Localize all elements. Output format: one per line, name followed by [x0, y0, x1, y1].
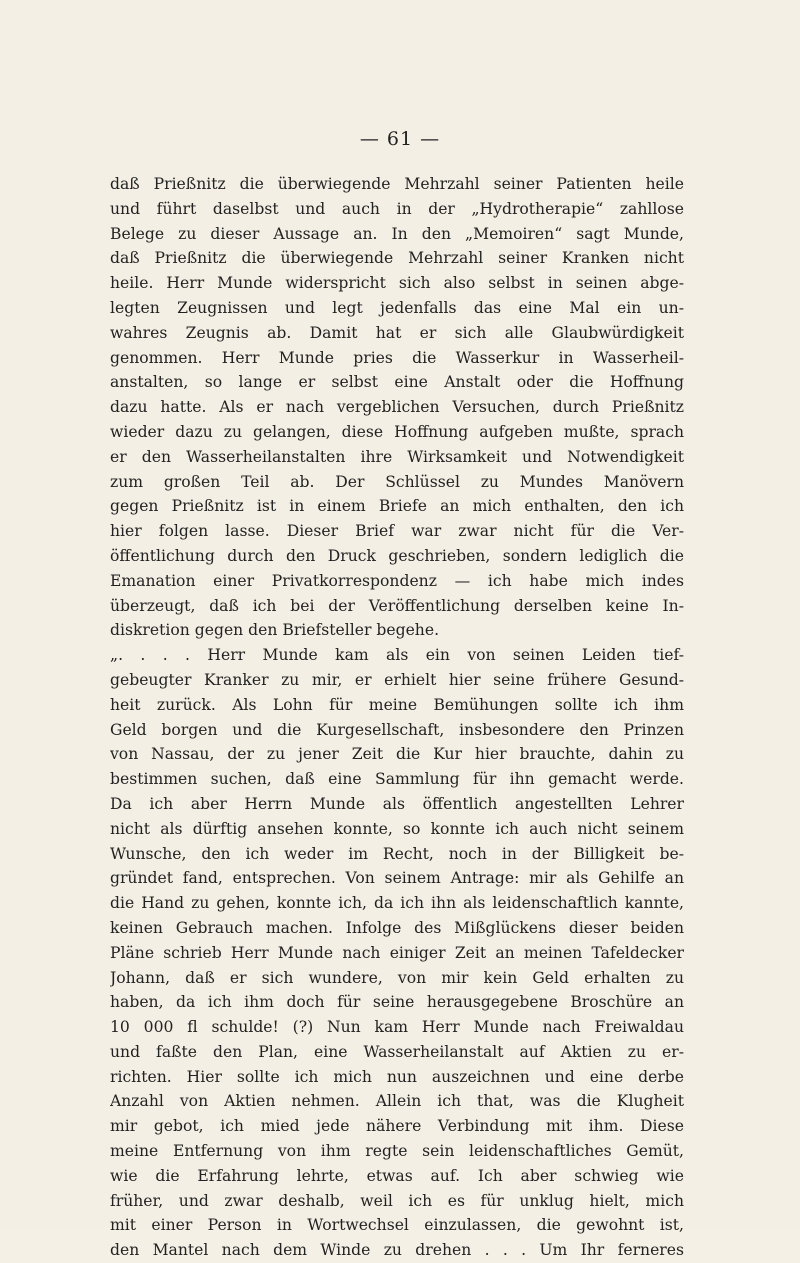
text-line: öffentlichung durch den Druck geschrieben, sondern lediglich die: [110, 546, 684, 565]
text-line: keinen Gebrauch machen. Infolge des Mißglückens dieser beiden: [110, 918, 684, 937]
text-line: heile. Herr Munde widerspricht sich also selbst in seinen abge-: [110, 274, 684, 293]
text-line: dazu hatte. Als er nach vergeblichen Versuchen, durch Prießnitz: [110, 398, 684, 417]
text-line: überzeugt, daß ich bei der Veröffentlichung derselben keine In-: [110, 596, 684, 615]
text-line: Emanation einer Privatkorrespondenz — ich habe mich indes: [110, 571, 684, 590]
text-line: anstalten, so lange er selbst eine Anstalt oder die Hoffnung: [110, 373, 684, 392]
text-line: wieder dazu zu gelangen, diese Hoffnung aufgeben mußte, sprach: [110, 422, 684, 441]
text-line: bestimmen suchen, daß eine Sammlung für ihn gemacht werde.: [110, 770, 684, 789]
text-line: genommen. Herr Munde pries die Wasserkur in Wasserheil-: [110, 348, 684, 367]
text-line: gegen Prießnitz ist in einem Briefe an mich enthalten, den ich: [110, 497, 684, 516]
text-line: 10 000 fl schulde! (?) Nun kam Herr Munde nach Freiwaldau: [110, 1018, 684, 1037]
text-line: mit einer Person in Wortwechsel einzulassen, die gewohnt ist,: [110, 1216, 684, 1235]
text-line: nicht als dürftig ansehen konnte, so konnte ich auch nicht seinem: [110, 819, 684, 838]
text-line: gebeugter Kranker zu mir, er erhielt hier seine frühere Gesund-: [110, 670, 684, 689]
text-line: zum großen Teil ab. Der Schlüssel zu Mundes Manövern: [110, 472, 684, 491]
page-number: — 61 —: [359, 128, 441, 150]
text-line: daß Prießnitz die überwiegende Mehrzahl seiner Patienten heile: [110, 175, 684, 193]
text-line: und führt daselbst und auch in der „Hydrotherapie“ zahllose: [110, 199, 684, 218]
text-line: Geld borgen und die Kurgesellschaft, insbesondere den Prinzen: [110, 720, 684, 739]
text-line: daß Prießnitz die überwiegende Mehrzahl seiner Kranken nicht: [110, 249, 684, 268]
text-line: heit zurück. Als Lohn für meine Bemühungen sollte ich ihm: [110, 695, 684, 714]
text-line: und faßte den Plan, eine Wasserheilanstalt auf Aktien zu er-: [110, 1042, 684, 1061]
text-line: Da ich aber Herrn Munde als öffentlich angestellten Lehrer: [110, 794, 684, 813]
text-line: hier folgen lasse. Dieser Brief war zwar nicht für die Ver-: [110, 522, 684, 541]
text-line: „. . . . Herr Munde kam als ein von seinen Leiden tief-: [110, 646, 684, 665]
text-line: mir gebot, ich mied jede nähere Verbindung mit ihm. Diese: [110, 1117, 684, 1136]
body-text: [110, 172, 684, 1263]
text-line: Johann, daß er sich wundere, von mir kein Geld erhalten zu: [110, 968, 684, 987]
text-line: Belege zu dieser Aussage an. In den „Memoiren“ sagt Munde,: [110, 224, 684, 243]
text-line: von Nassau, der zu jener Zeit die Kur hier brauchte, dahin zu: [110, 745, 684, 764]
text-line: haben, da ich ihm doch für seine herausgegebene Broschüre an: [110, 993, 684, 1012]
text-line: die Hand zu gehen, konnte ich, da ich ihn als leidenschaftlich kannte,: [110, 894, 684, 913]
text-line: diskretion gegen den Briefsteller begehe.: [110, 621, 440, 640]
text-line: legten Zeugnissen und legt jedenfalls das eine Mal ein un-: [110, 298, 684, 317]
text-line: richten. Hier sollte ich mich nun auszeichnen und eine derbe: [110, 1067, 684, 1086]
text-line: wahres Zeugnis ab. Damit hat er sich alle Glaubwürdigkeit: [110, 323, 684, 342]
text-line: wie die Erfahrung lehrte, etwas auf. Ich aber schwieg wie: [110, 1166, 684, 1185]
text-line: meine Entfernung von ihm regte sein leidenschaftliches Gemüt,: [110, 1142, 684, 1161]
text-line: Pläne schrieb Herr Munde nach einiger Zeit an meinen Tafeldecker: [110, 943, 684, 962]
text-line: den Mantel nach dem Winde zu drehen . . . Um Ihr ferneres: [110, 1241, 684, 1260]
text-line: er den Wasserheilanstalten ihre Wirksamkeit und Notwendigkeit: [110, 447, 684, 466]
text-line: früher, und zwar deshalb, weil ich es für unklug hielt, mich: [110, 1191, 684, 1210]
text-line: gründet fand, entsprechen. Von seinem Antrage: mir als Gehilfe an: [110, 869, 684, 888]
text-line: Anzahl von Aktien nehmen. Allein ich that, was die Klugheit: [110, 1092, 684, 1111]
text-line: Wunsche, den ich weder im Recht, noch in der Billigkeit be-: [110, 844, 684, 863]
